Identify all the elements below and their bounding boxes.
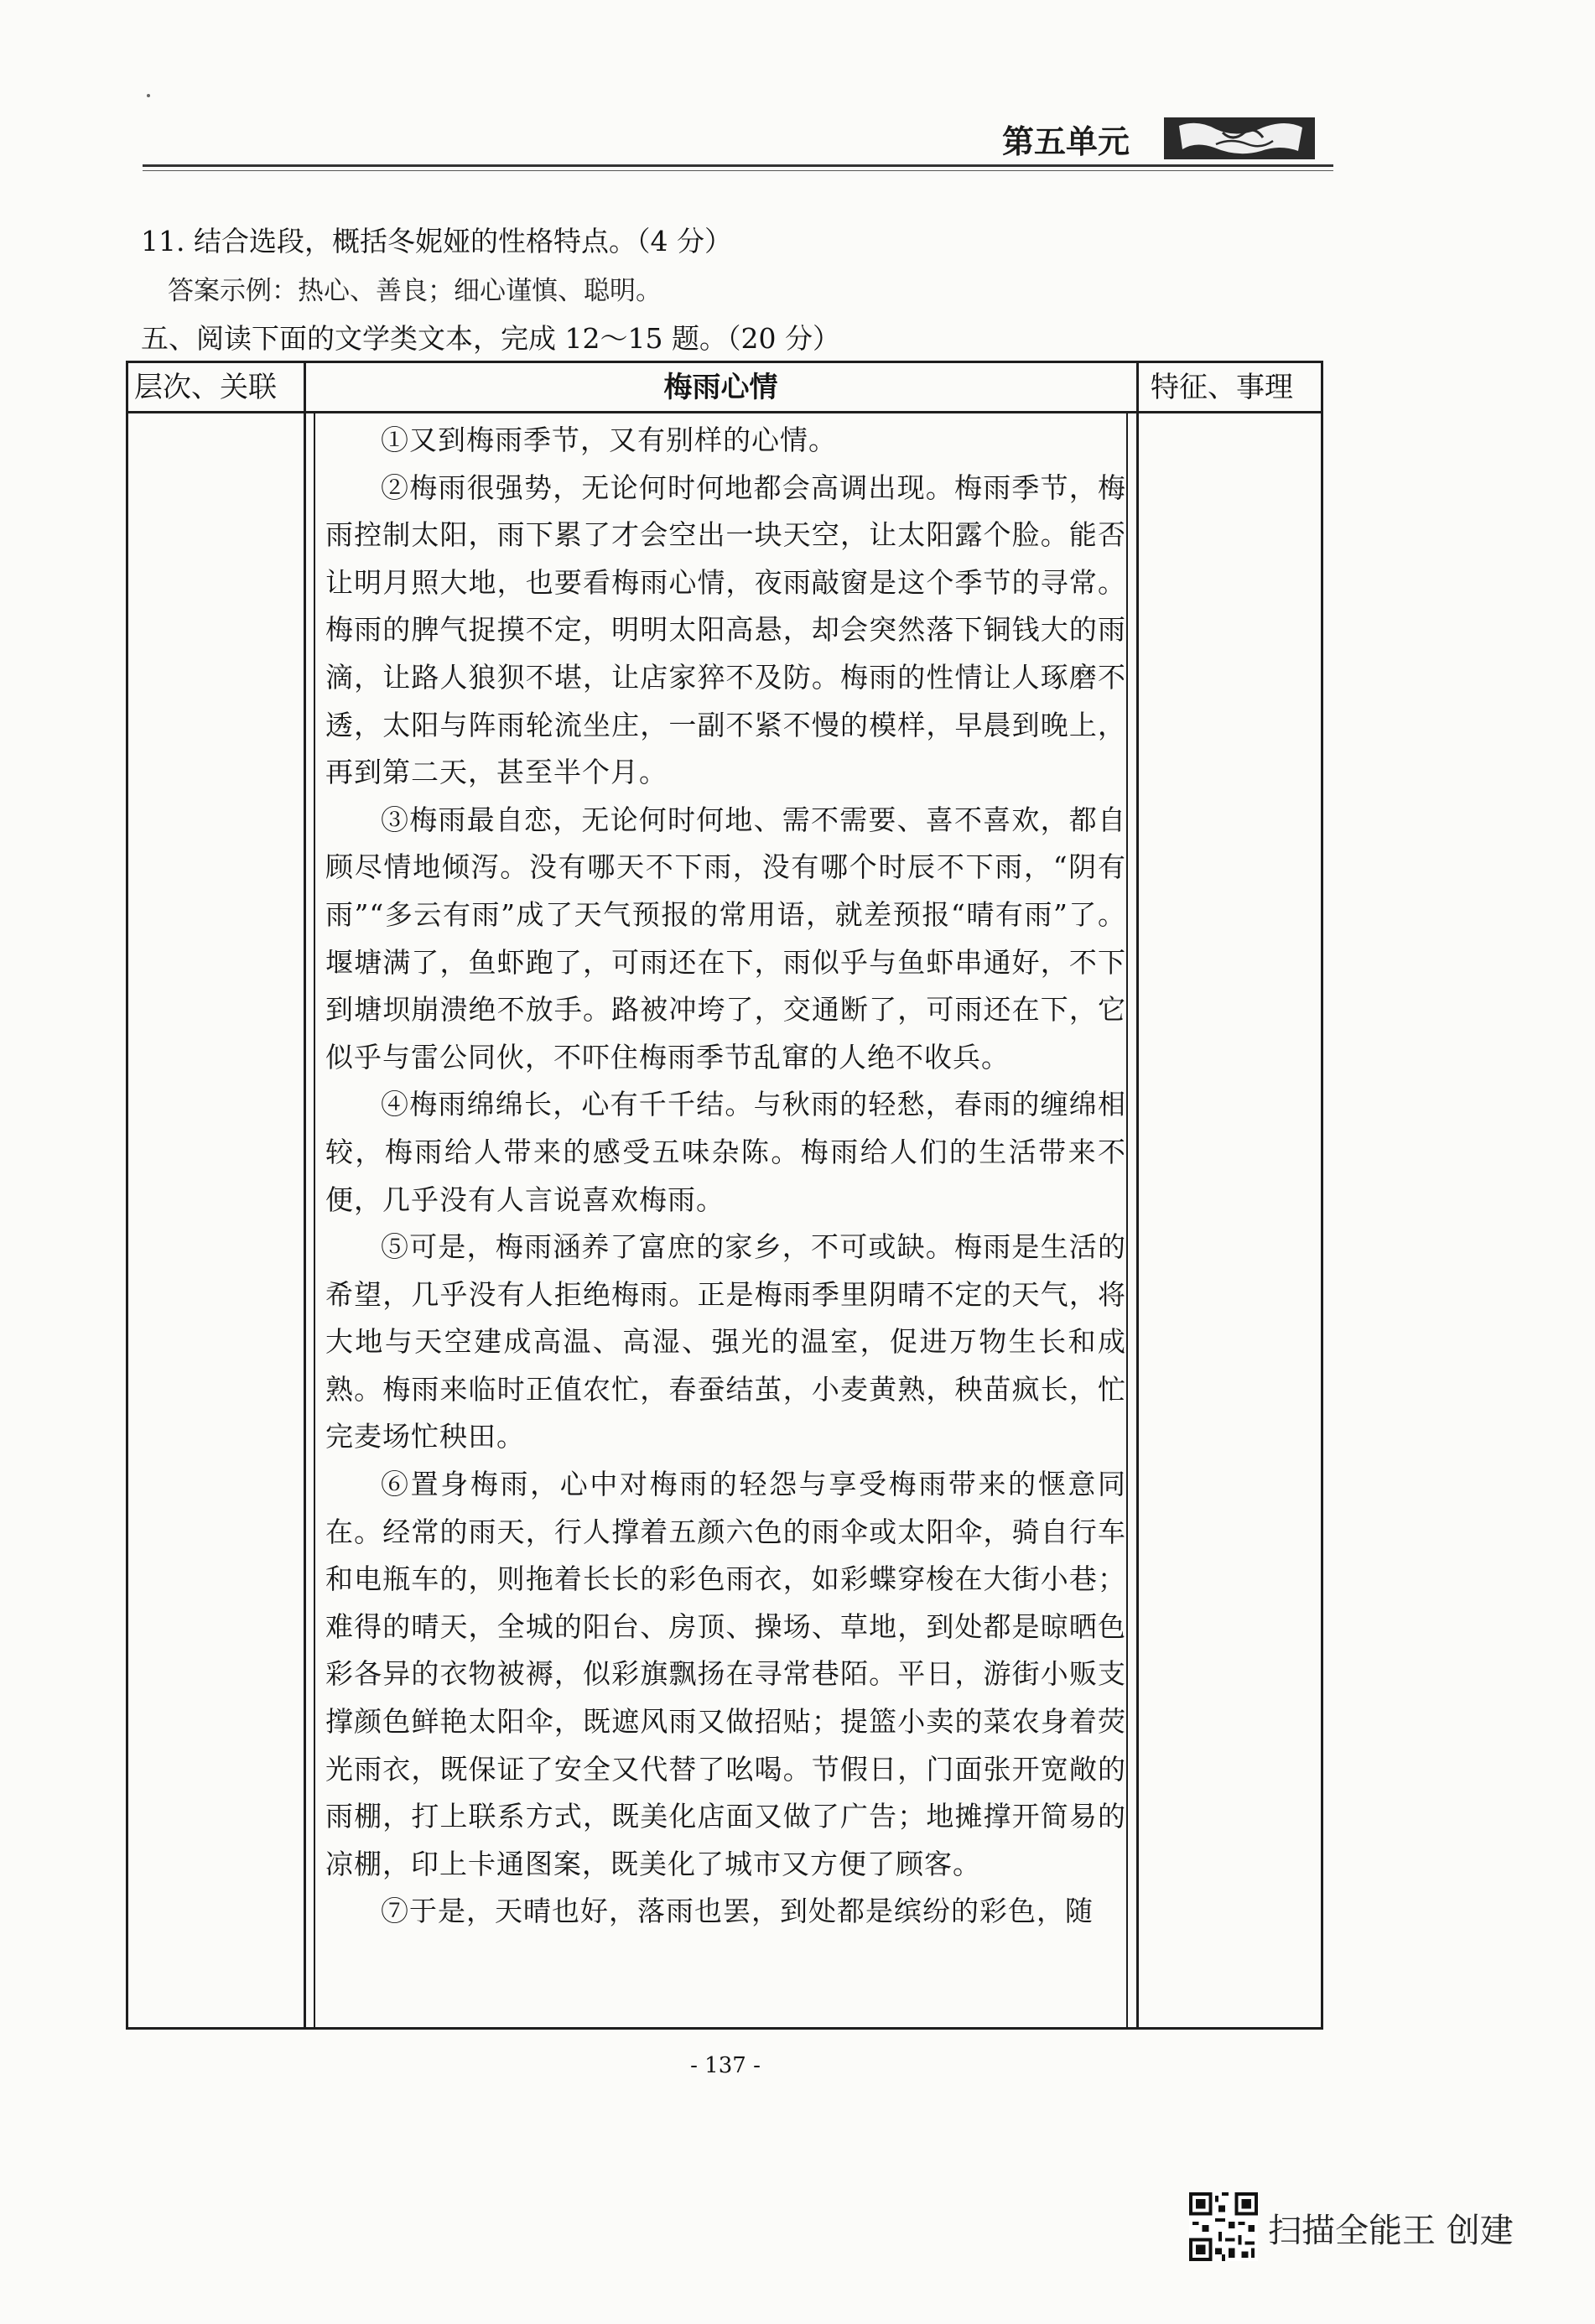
table-divider-left xyxy=(304,361,306,2030)
unit-banner-logo-icon xyxy=(1164,114,1315,163)
article-body xyxy=(325,417,1126,1936)
qr-code-icon xyxy=(1189,2192,1258,2261)
paragraph-5: ⑤可是，梅雨涵养了富庶的家乡，不可或缺。梅雨是生活的希望，几乎没有人拒绝梅雨。正是梅雨季里阴晴不定的天气，将大地与天空建成高温、高湿、强光的温室，促进万物生长和成熟。梅雨来临时正值农忙，春蚕结茧，小麦黄熟，秧苗疯长，忙完麦场忙秧田。 xyxy=(325,1230,1126,1453)
paragraph-7: ⑦于是，天晴也好，落雨也罢，到处都是缤纷的彩色，随 xyxy=(381,1895,1094,1928)
question-11-answer: 答案示例：热心、善良；细心谨慎、聪明。 xyxy=(168,276,662,306)
question-11: 11. 结合选段，概括冬妮娅的性格特点。（4 分） xyxy=(141,225,732,257)
paragraph-6: ⑥置身梅雨，心中对梅雨的轻怨与享受梅雨带来的惬意同在。经常的雨天，行人撑着五颜六色的雨伞或太阳伞，骑自行车和电瓶车的，则拖着长长的彩色雨衣，如彩蝶穿梭在大街小巷；难得的晴天，全城的阳台、房顶、操场、草地，到处都是晾晒色彩各异的衣物被褥，似彩旗飘扬在寻常巷陌。平日，游街小贩支撑颜色鲜艳太阳伞，既遮风雨又做招贴；提篮小卖的菜农身着荧光雨衣，既保证了安全又代替了吆喝。节假日，门面张开宽敞的雨棚，打上联系方式，既美化店面又做了广告；地摊撑开简易的凉棚，印上卡通图案，既美化了城市又方便了顾客。 xyxy=(325,1468,1126,1880)
column-header-levels: 层次、关联 xyxy=(134,371,277,404)
table-divider-right-inner xyxy=(1126,411,1128,2030)
header-rule-thin xyxy=(143,170,1333,171)
table-divider-right xyxy=(1136,361,1139,2030)
table-divider-left-inner xyxy=(314,411,315,2030)
scanner-watermark: 扫描全能王 创建 xyxy=(1268,2212,1514,2250)
paragraph-3: ③梅雨最自恋，无论何时何地、需不需要、喜不喜欢，都自顾尽情地倾泻。没有哪天不下雨，没有哪个时辰不下雨，“阴有雨”“多云有雨”成了天气预报的常用语，就差预报“晴有雨”了。堰塘满了，鱼虾跑了，可雨还在下，雨似乎与鱼虾串通好，不下到塘坝崩溃绝不放手。路被冲垮了，交通断了，可雨还在下，它似乎与雷公同伙，不吓住梅雨季节乱窜的人绝不收兵。 xyxy=(325,803,1126,1074)
paragraph-4: ④梅雨绵绵长，心有千千结。与秋雨的轻愁，春雨的缠绵相较，梅雨给人带来的感受五味杂陈。梅雨给人们的生活带来不便，几乎没有人言说喜欢梅雨。 xyxy=(325,1088,1126,1216)
paragraph-2: ②梅雨很强势，无论何时何地都会高调出现。梅雨季节，梅雨控制太阳，雨下累了才会空出一块天空，让太阳露个脸。能否让明月照大地，也要看梅雨心情，夜雨敲窗是这个季节的寻常。梅雨的脾气捉摸不定，明明太阳高悬，却会突然落下铜钱大的雨滴，让路人狼狈不堪，让店家猝不及防。梅雨的性情让人琢磨不透，太阳与阵雨轮流坐庄，一副不紧不慢的模样，早晨到晚上，再到第二天，甚至半个月。 xyxy=(325,471,1126,789)
header-rule xyxy=(143,164,1333,167)
column-header-features: 特征、事理 xyxy=(1151,371,1293,404)
paragraph-1: ①又到梅雨季节，又有别样的心情。 xyxy=(381,424,837,456)
unit-title: 第五单元 xyxy=(1002,123,1130,160)
article-title: 梅雨心情 xyxy=(663,371,778,404)
page-number: - 137 - xyxy=(690,2053,761,2078)
scan-speck xyxy=(147,94,150,97)
section-5-instruction: 五、阅读下面的文学类文本，完成 12～15 题。（20 分） xyxy=(141,322,840,355)
